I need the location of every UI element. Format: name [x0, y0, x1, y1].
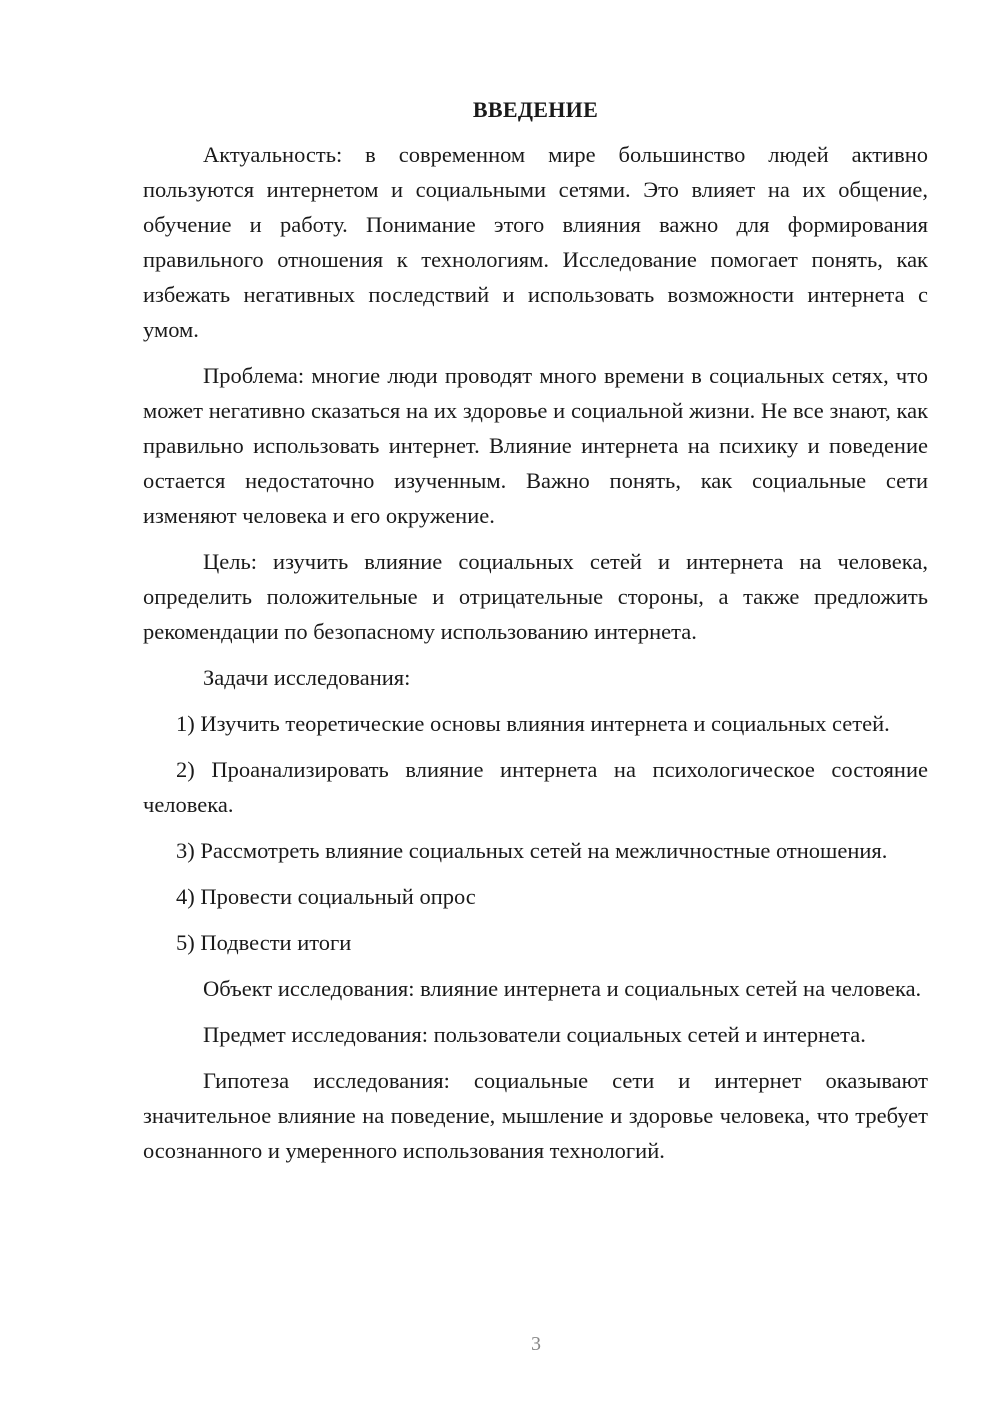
object-paragraph: Объект исследования: влияние интернета и социальных сетей на человека. [203, 976, 922, 1001]
task-item: 2) Проанализировать влияние интернета на психологическое состояние человека. [143, 757, 928, 817]
goal-paragraph: Цель: изучить влияние социальных сетей и интернета на человека, определить положительные и отрицательные стороны, а также предложить рекомендации по безопасному использованию интернета. [143, 549, 928, 644]
page-number: 3 [531, 1333, 541, 1355]
tasks-list [143, 706, 928, 960]
task-item: 4) Провести социальный опрос [176, 884, 476, 909]
hypothesis-paragraph: Гипотеза исследования: социальные сети и интернет оказывают значительное влияние на поведение, мышление и здоровье человека, что требует осознанного и умеренного использования технологий. [143, 1068, 928, 1163]
subject-paragraph: Предмет исследования: пользователи социальных сетей и интернета. [203, 1022, 866, 1047]
document-page [143, 95, 928, 1168]
task-item: 1) Изучить теоретические основы влияния интернета и социальных сетей. [176, 711, 890, 736]
task-item: 5) Подвести итоги [176, 930, 352, 955]
task-item: 3) Рассмотреть влияние социальных сетей на межличностные отношения. [176, 838, 888, 863]
tasks-heading: Задачи исследования: [203, 665, 411, 690]
problem-paragraph: Проблема: многие люди проводят много времени в социальных сетях, что может негативно сказаться на их здоровье и социальной жизни. Не все знают, как правильно использовать интернет. Влияние интернета на психику и поведение остается недостаточно изученным. Важно понять, как социальные сети изменяют человека и его окружение. [143, 363, 928, 528]
page-title: ВВЕДЕНИЕ [472, 97, 599, 122]
relevance-paragraph: Актуальность: в современном мире большинство людей активно пользуются интернетом и социальными сетями. Это влияет на их общение, обучение и работу. Понимание этого влияния важно для формирования правильного отношения к технологиям. Исследование помогает понять, как избежать негативных последствий и использовать возможности интернета с умом. [143, 142, 928, 342]
